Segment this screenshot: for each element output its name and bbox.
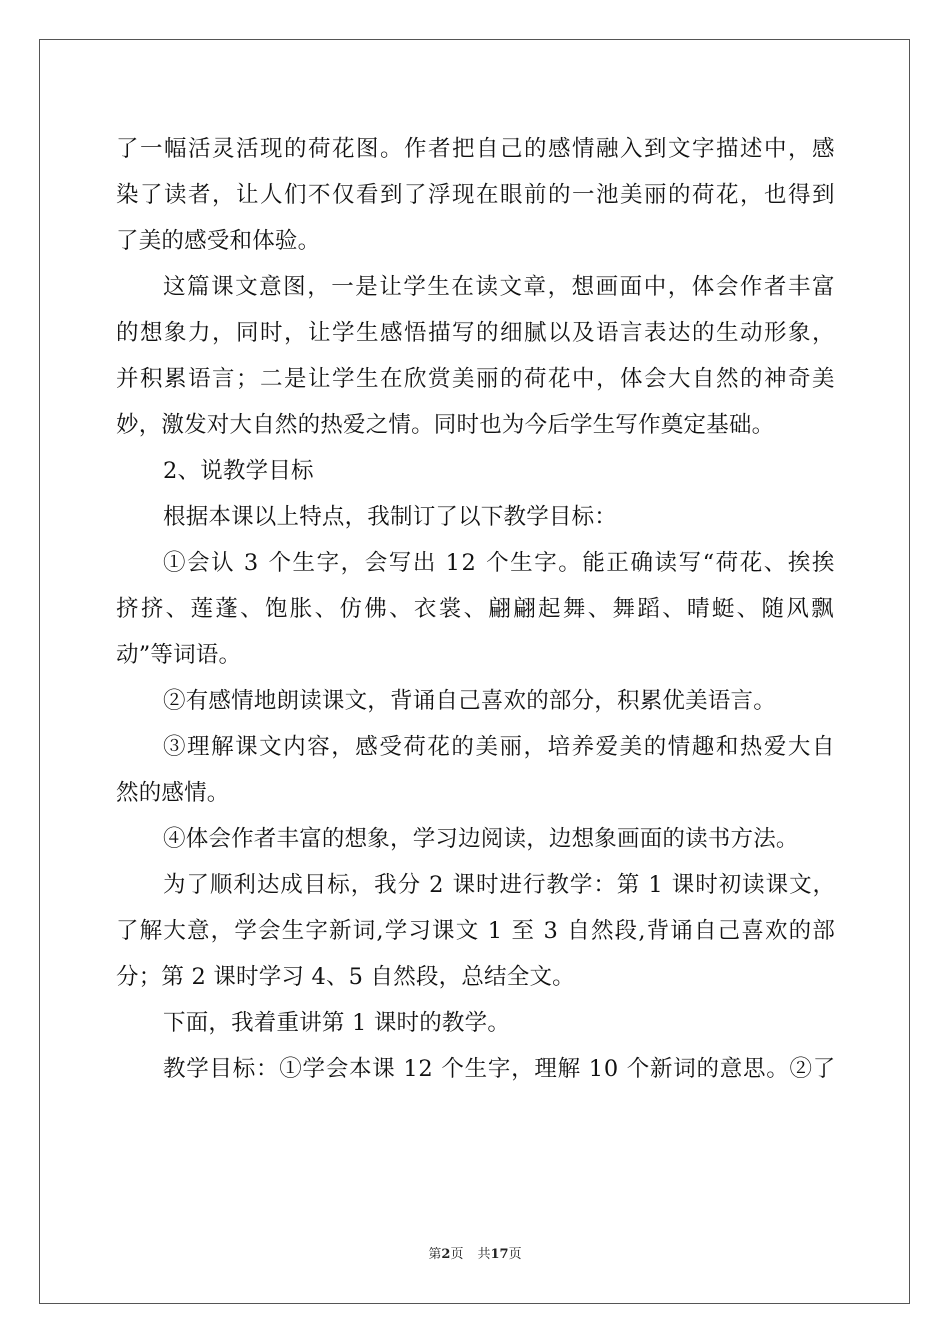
text-line: 的想象力，同时，让学生感悟描写的细腻以及语言表达的生动形象， xyxy=(116,320,836,346)
text-line: 根据本课以上特点，我制订了以下教学目标： xyxy=(163,504,618,530)
page-suffix: 页 xyxy=(450,1247,464,1262)
text-line: 然的感情。 xyxy=(116,780,230,806)
text-line: 并积累语言；二是让学生在欣赏美丽的荷花中，体会大自然的神奇美 xyxy=(116,366,836,392)
text-line: ③理解课文内容，感受荷花的美丽，培养爱美的情趣和热爱大自 xyxy=(163,734,836,760)
page-prefix: 第 xyxy=(428,1247,442,1262)
section-heading: 2、说教学目标 xyxy=(163,458,314,484)
page-total: 17 xyxy=(490,1247,509,1262)
text-line: 了解大意，学会生字新词,学习课文 1 至 3 自然段,背诵自己喜欢的部 xyxy=(116,918,836,944)
document-body xyxy=(116,126,836,1092)
text-line: 教学目标：①学会本课 12 个生字，理解 10 个新词的意思。②了 xyxy=(163,1056,836,1082)
text-line: 这篇课文意图，一是让学生在读文章，想画面中，体会作者丰富 xyxy=(163,274,836,300)
text-line: 染了读者，让人们不仅看到了浮现在眼前的一池美丽的荷花，也得到 xyxy=(116,182,836,208)
text-line: 了一幅活灵活现的荷花图。作者把自己的感情融入到文字描述中，感 xyxy=(116,136,836,162)
page-current: 2 xyxy=(441,1247,451,1262)
text-line: 了美的感受和体验。 xyxy=(116,228,321,254)
text-line: ①会认 3 个生字，会写出 12 个生字。能正确读写“荷花、挨挨 xyxy=(163,550,836,576)
text-line: ④体会作者丰富的想象，学习边阅读，边想象画面的读书方法。 xyxy=(163,826,799,852)
total-suffix: 页 xyxy=(508,1247,522,1262)
text-line: 分；第 2 课时学习 4、5 自然段，总结全文。 xyxy=(116,964,575,990)
text-line: ②有感情地朗读课文，背诵自己喜欢的部分，积累优美语言。 xyxy=(163,688,776,714)
text-line: 下面，我着重讲第 1 课时的教学。 xyxy=(163,1010,511,1036)
text-line: 妙，激发对大自然的热爱之情。同时也为今后学生写作奠定基础。 xyxy=(116,412,775,438)
text-line: 为了顺利达成目标，我分 2 课时进行教学：第 1 课时初读课文， xyxy=(163,872,836,898)
page-footer xyxy=(0,1246,950,1264)
text-line: 挤挤、莲蓬、饱胀、仿佛、衣裳、翩翩起舞、舞蹈、晴蜓、随风飘 xyxy=(116,596,836,622)
text-line: 动”等词语。 xyxy=(116,642,242,668)
total-prefix: 共 xyxy=(477,1247,491,1262)
